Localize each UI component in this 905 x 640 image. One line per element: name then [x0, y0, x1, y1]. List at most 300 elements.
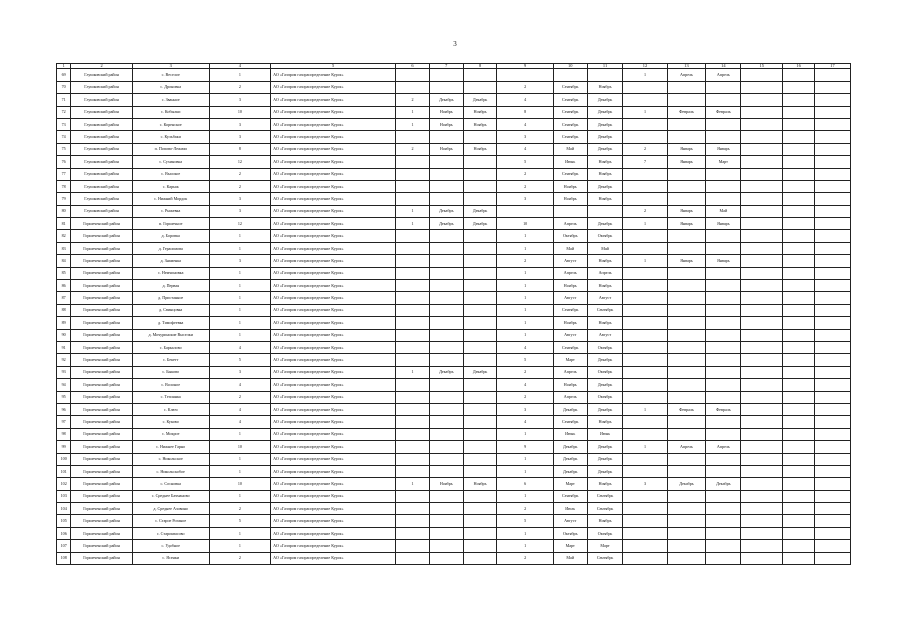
- table-cell: [667, 379, 706, 391]
- table-cell: с. Дроновка: [132, 81, 209, 93]
- table-cell: [706, 267, 741, 279]
- table-cell: [815, 366, 851, 378]
- table-cell: Ноябрь: [587, 317, 623, 329]
- table-cell: АО «Газпром газораспределение Курск»: [271, 428, 396, 440]
- page-number: 3: [453, 40, 457, 48]
- table-cell: [783, 168, 815, 180]
- table-row: [57, 503, 851, 515]
- table-cell: [783, 540, 815, 552]
- table-cell: 1: [209, 428, 270, 440]
- table-cell: Горшеченский район: [71, 527, 132, 539]
- table-cell: [706, 131, 741, 143]
- table-cell: [497, 205, 553, 217]
- table-cell: [741, 428, 783, 440]
- table-cell: Сентябрь: [553, 106, 587, 118]
- table-cell: [463, 193, 497, 205]
- table-cell: [783, 180, 815, 192]
- table-cell: [667, 292, 706, 304]
- table-cell: [741, 354, 783, 366]
- table-row: [57, 478, 851, 490]
- table-cell: [706, 242, 741, 254]
- table-cell: Сентябрь: [553, 168, 587, 180]
- table-cell: [623, 267, 667, 279]
- table-cell: [783, 267, 815, 279]
- column-header: 11: [587, 64, 623, 69]
- table-cell: [741, 81, 783, 93]
- table-cell: [396, 230, 430, 242]
- table-cell: 71: [57, 94, 71, 106]
- table-cell: [783, 94, 815, 106]
- table-cell: [396, 391, 430, 403]
- table-cell: [783, 527, 815, 539]
- table-cell: 76: [57, 156, 71, 168]
- table-cell: [706, 329, 741, 341]
- table-cell: Октябрь: [587, 366, 623, 378]
- table-cell: 101: [57, 465, 71, 477]
- table-cell: Декабрь: [429, 205, 463, 217]
- table-cell: Декабрь: [553, 465, 587, 477]
- table-cell: [396, 428, 430, 440]
- table-cell: [623, 465, 667, 477]
- table-cell: Ноябрь: [463, 118, 497, 130]
- table-row: [57, 366, 851, 378]
- table-cell: с. Старое Роганое: [132, 515, 209, 527]
- column-header: 15: [741, 64, 783, 69]
- table-cell: [553, 69, 587, 81]
- table-cell: д. Тимофеевка: [132, 317, 209, 329]
- table-cell: Май: [553, 242, 587, 254]
- table-cell: 103: [57, 490, 71, 502]
- table-cell: [396, 304, 430, 316]
- table-cell: Июнь: [553, 156, 587, 168]
- table-cell: 3: [209, 131, 270, 143]
- table-cell: [429, 403, 463, 415]
- table-cell: [741, 118, 783, 130]
- table-cell: Апрель: [706, 69, 741, 81]
- table-cell: [667, 317, 706, 329]
- table-cell: [783, 230, 815, 242]
- table-cell: с. Мокрое: [132, 428, 209, 440]
- table-cell: [815, 379, 851, 391]
- table-cell: 1: [209, 304, 270, 316]
- table-cell: [706, 428, 741, 440]
- table-cell: 1: [209, 329, 270, 341]
- table-cell: [741, 317, 783, 329]
- table-cell: [429, 428, 463, 440]
- table-cell: 10: [209, 441, 270, 453]
- table-cell: [429, 416, 463, 428]
- table-cell: [741, 379, 783, 391]
- table-cell: 1: [497, 280, 553, 292]
- table-cell: [429, 69, 463, 81]
- table-cell: Сентябрь: [553, 94, 587, 106]
- table-cell: [463, 503, 497, 515]
- table-cell: [815, 403, 851, 415]
- table-cell: [783, 69, 815, 81]
- table-cell: [783, 156, 815, 168]
- table-cell: [815, 342, 851, 354]
- table-cell: 12: [209, 218, 270, 230]
- table-row: [57, 391, 851, 403]
- table-cell: 1: [497, 465, 553, 477]
- table-row: [57, 379, 851, 391]
- table-cell: [463, 391, 497, 403]
- table-cell: 86: [57, 280, 71, 292]
- table-cell: АО «Газпром газораспределение Курск»: [271, 280, 396, 292]
- table-cell: Ноябрь: [463, 106, 497, 118]
- table-cell: [815, 205, 851, 217]
- table-cell: 80: [57, 205, 71, 217]
- table-cell: Ноябрь: [587, 156, 623, 168]
- table-cell: 82: [57, 230, 71, 242]
- table-cell: с. Кобылки: [132, 106, 209, 118]
- table-cell: Октябрь: [587, 230, 623, 242]
- table-cell: [463, 453, 497, 465]
- table-cell: 83: [57, 242, 71, 254]
- table-cell: Декабрь: [587, 118, 623, 130]
- table-cell: 10: [209, 478, 270, 490]
- table-cell: Глушковский район: [71, 69, 132, 81]
- table-cell: 3: [497, 403, 553, 415]
- table-cell: Сентябрь: [553, 118, 587, 130]
- table-cell: 1: [623, 441, 667, 453]
- table-cell: Декабрь: [587, 403, 623, 415]
- table-cell: АО «Газпром газораспределение Курск»: [271, 342, 396, 354]
- table-cell: [815, 515, 851, 527]
- table-cell: 2: [497, 552, 553, 564]
- table-cell: Январь: [667, 156, 706, 168]
- table-cell: 91: [57, 342, 71, 354]
- table-cell: Горшеченский район: [71, 391, 132, 403]
- table-cell: [741, 552, 783, 564]
- table-cell: 78: [57, 180, 71, 192]
- table-cell: АО «Газпром газораспределение Курск»: [271, 118, 396, 130]
- table-cell: [463, 69, 497, 81]
- table-cell: 3: [209, 193, 270, 205]
- table-cell: [429, 292, 463, 304]
- table-cell: [815, 118, 851, 130]
- table-cell: АО «Газпром газораспределение Курск»: [271, 94, 396, 106]
- table-cell: [623, 118, 667, 130]
- table-cell: [706, 354, 741, 366]
- table-cell: 3: [623, 478, 667, 490]
- table-row: [57, 441, 851, 453]
- table-cell: Декабрь: [429, 366, 463, 378]
- table-cell: Сентябрь: [553, 131, 587, 143]
- table-cell: [396, 515, 430, 527]
- table-cell: 5: [497, 354, 553, 366]
- table-cell: 72: [57, 106, 71, 118]
- column-header: 16: [783, 64, 815, 69]
- table-cell: Ноябрь: [463, 143, 497, 155]
- table-cell: [396, 317, 430, 329]
- table-cell: [463, 292, 497, 304]
- table-cell: [396, 379, 430, 391]
- table-cell: АО «Газпром газораспределение Курск»: [271, 515, 396, 527]
- table-cell: Ноябрь: [429, 478, 463, 490]
- table-cell: [815, 329, 851, 341]
- table-cell: с. Нижний Мордок: [132, 193, 209, 205]
- table-cell: [815, 255, 851, 267]
- table-cell: 1: [497, 317, 553, 329]
- table-cell: [396, 527, 430, 539]
- table-cell: 94: [57, 379, 71, 391]
- table-cell: 108: [57, 552, 71, 564]
- table-cell: Горшеченский район: [71, 465, 132, 477]
- table-cell: [396, 280, 430, 292]
- table-cell: Декабрь: [463, 218, 497, 230]
- table-cell: Ноябрь: [429, 143, 463, 155]
- table-cell: 2: [497, 391, 553, 403]
- table-cell: Ноябрь: [587, 193, 623, 205]
- table-cell: Ноябрь: [429, 106, 463, 118]
- table-cell: Ноябрь: [553, 193, 587, 205]
- table-cell: АО «Газпром газораспределение Курск»: [271, 255, 396, 267]
- table-cell: Февраль: [706, 403, 741, 415]
- table-cell: Горшеченский район: [71, 428, 132, 440]
- table-cell: Глушковский район: [71, 106, 132, 118]
- table-cell: [706, 180, 741, 192]
- table-cell: [815, 69, 851, 81]
- table-cell: с. Ясенки: [132, 552, 209, 564]
- table-cell: 8: [209, 143, 270, 155]
- table-cell: 3: [209, 118, 270, 130]
- table-row: [57, 193, 851, 205]
- table-cell: 1: [396, 118, 430, 130]
- table-cell: 1: [497, 428, 553, 440]
- table-cell: [623, 453, 667, 465]
- table-cell: [741, 465, 783, 477]
- table-cell: АО «Газпром газораспределение Курск»: [271, 441, 396, 453]
- table-cell: Глушковский район: [71, 205, 132, 217]
- table-cell: 5: [497, 156, 553, 168]
- table-cell: АО «Газпром газораспределение Курск»: [271, 242, 396, 254]
- table-cell: [429, 503, 463, 515]
- table-cell: [741, 69, 783, 81]
- table-cell: 1: [497, 329, 553, 341]
- table-cell: [463, 81, 497, 93]
- table-cell: [429, 490, 463, 502]
- table-cell: Горшеченский район: [71, 490, 132, 502]
- table-cell: [783, 403, 815, 415]
- table-cell: 2: [497, 168, 553, 180]
- table-cell: Декабрь: [587, 143, 623, 155]
- table-cell: 2: [396, 143, 430, 155]
- table-cell: 96: [57, 403, 71, 415]
- table-cell: 7: [623, 156, 667, 168]
- table-cell: АО «Газпром газораспределение Курск»: [271, 81, 396, 93]
- table-cell: [706, 118, 741, 130]
- table-cell: 1: [209, 317, 270, 329]
- column-header: 5: [271, 64, 396, 69]
- table-cell: 1: [209, 490, 270, 502]
- table-cell: [396, 403, 430, 415]
- table-cell: 73: [57, 118, 71, 130]
- table-cell: Горшеченский район: [71, 292, 132, 304]
- table-cell: [396, 490, 430, 502]
- table-cell: 2: [623, 143, 667, 155]
- table-cell: [783, 391, 815, 403]
- table-cell: д. Мочуринские Выселки: [132, 329, 209, 341]
- table-cell: Сентябрь: [587, 503, 623, 515]
- table-row: [57, 428, 851, 440]
- table-cell: [396, 180, 430, 192]
- table-cell: [667, 242, 706, 254]
- table-cell: Декабрь: [587, 131, 623, 143]
- table-cell: Апрель: [667, 69, 706, 81]
- table-cell: с. Нижнее Гарно: [132, 441, 209, 453]
- table-cell: [783, 515, 815, 527]
- table-cell: АО «Газпром газораспределение Курск»: [271, 453, 396, 465]
- table-cell: [553, 205, 587, 217]
- table-cell: АО «Газпром газораспределение Курск»: [271, 143, 396, 155]
- table-cell: Декабрь: [463, 94, 497, 106]
- table-cell: 89: [57, 317, 71, 329]
- table-cell: [429, 242, 463, 254]
- table-cell: Горшеченский район: [71, 366, 132, 378]
- table-cell: [667, 342, 706, 354]
- table-cell: Август: [587, 292, 623, 304]
- table-row: [57, 81, 851, 93]
- table-row: [57, 218, 851, 230]
- table-cell: с. Высокое: [132, 168, 209, 180]
- table-cell: [429, 515, 463, 527]
- table-row: [57, 156, 851, 168]
- table-cell: [783, 490, 815, 502]
- table-cell: Горшеченский район: [71, 478, 132, 490]
- table-cell: [815, 527, 851, 539]
- table-cell: Январь: [667, 218, 706, 230]
- table-cell: Сентябрь: [553, 304, 587, 316]
- table-cell: 4: [497, 118, 553, 130]
- table-cell: [783, 552, 815, 564]
- table-cell: 3: [209, 94, 270, 106]
- table-cell: 8: [497, 106, 553, 118]
- table-cell: [706, 317, 741, 329]
- table-cell: 1: [497, 304, 553, 316]
- table-cell: Глушковский район: [71, 81, 132, 93]
- table-cell: [429, 552, 463, 564]
- table-cell: [815, 156, 851, 168]
- table-cell: [463, 515, 497, 527]
- table-cell: 75: [57, 143, 71, 155]
- table-row: [57, 329, 851, 341]
- table-cell: [815, 441, 851, 453]
- table-cell: [396, 193, 430, 205]
- table-cell: [706, 540, 741, 552]
- table-cell: [396, 354, 430, 366]
- table-cell: [815, 242, 851, 254]
- table-cell: [429, 131, 463, 143]
- table-cell: [396, 329, 430, 341]
- table-cell: [429, 230, 463, 242]
- table-cell: Апрель: [553, 267, 587, 279]
- table-cell: [429, 354, 463, 366]
- table-cell: [429, 329, 463, 341]
- table-cell: Глушковский район: [71, 118, 132, 130]
- table-cell: с. Рыжевка: [132, 205, 209, 217]
- table-row: [57, 143, 851, 155]
- table-cell: [783, 118, 815, 130]
- table-cell: [741, 94, 783, 106]
- table-cell: [667, 230, 706, 242]
- table-cell: 1: [497, 527, 553, 539]
- table-cell: [623, 94, 667, 106]
- table-cell: [815, 465, 851, 477]
- table-cell: [396, 292, 430, 304]
- table-cell: [741, 441, 783, 453]
- column-header: 12: [623, 64, 667, 69]
- table-cell: 98: [57, 428, 71, 440]
- table-cell: АО «Газпром газораспределение Курск»: [271, 478, 396, 490]
- table-cell: 3: [497, 131, 553, 143]
- table-cell: АО «Газпром газораспределение Курск»: [271, 540, 396, 552]
- table-cell: 107: [57, 540, 71, 552]
- table-cell: [783, 242, 815, 254]
- table-cell: [623, 391, 667, 403]
- table-cell: [667, 490, 706, 502]
- table-cell: [741, 292, 783, 304]
- table-cell: Глушковский район: [71, 94, 132, 106]
- table-cell: [706, 503, 741, 515]
- table-cell: 1: [497, 490, 553, 502]
- table-cell: [815, 106, 851, 118]
- table-cell: [741, 527, 783, 539]
- table-cell: [783, 193, 815, 205]
- table-cell: [463, 490, 497, 502]
- table-cell: с. Среднее Бачманово: [132, 490, 209, 502]
- table-cell: Горшеченский район: [71, 280, 132, 292]
- table-cell: [396, 242, 430, 254]
- table-cell: 12: [209, 156, 270, 168]
- table-cell: [667, 366, 706, 378]
- table-cell: [783, 478, 815, 490]
- table-cell: АО «Газпром газораспределение Курск»: [271, 503, 396, 515]
- table-cell: 3: [209, 205, 270, 217]
- table-cell: [667, 168, 706, 180]
- column-header: 17: [815, 64, 851, 69]
- table-cell: [706, 304, 741, 316]
- table-cell: [706, 416, 741, 428]
- table-cell: 92: [57, 354, 71, 366]
- table-cell: АО «Газпром газораспределение Курск»: [271, 131, 396, 143]
- table-row: [57, 515, 851, 527]
- table-cell: [783, 255, 815, 267]
- table-cell: [706, 490, 741, 502]
- table-cell: Глушковский район: [71, 156, 132, 168]
- table-cell: 1: [497, 242, 553, 254]
- table-row: [57, 416, 851, 428]
- table-cell: Горшеченский район: [71, 342, 132, 354]
- table-cell: Горшеченский район: [71, 416, 132, 428]
- table-cell: Ноябрь: [429, 118, 463, 130]
- table-cell: [815, 490, 851, 502]
- table-cell: Октябрь: [553, 527, 587, 539]
- table-cell: [706, 342, 741, 354]
- table-cell: 2: [497, 180, 553, 192]
- table-cell: [706, 230, 741, 242]
- table-cell: [463, 465, 497, 477]
- table-cell: д. Боровка: [132, 230, 209, 242]
- table-cell: [623, 428, 667, 440]
- table-cell: АО «Газпром газораспределение Курск»: [271, 329, 396, 341]
- table-cell: 9: [497, 441, 553, 453]
- table-cell: 106: [57, 527, 71, 539]
- table-cell: Май: [587, 242, 623, 254]
- table-cell: [741, 453, 783, 465]
- table-cell: Ноябрь: [587, 515, 623, 527]
- table-row: [57, 106, 851, 118]
